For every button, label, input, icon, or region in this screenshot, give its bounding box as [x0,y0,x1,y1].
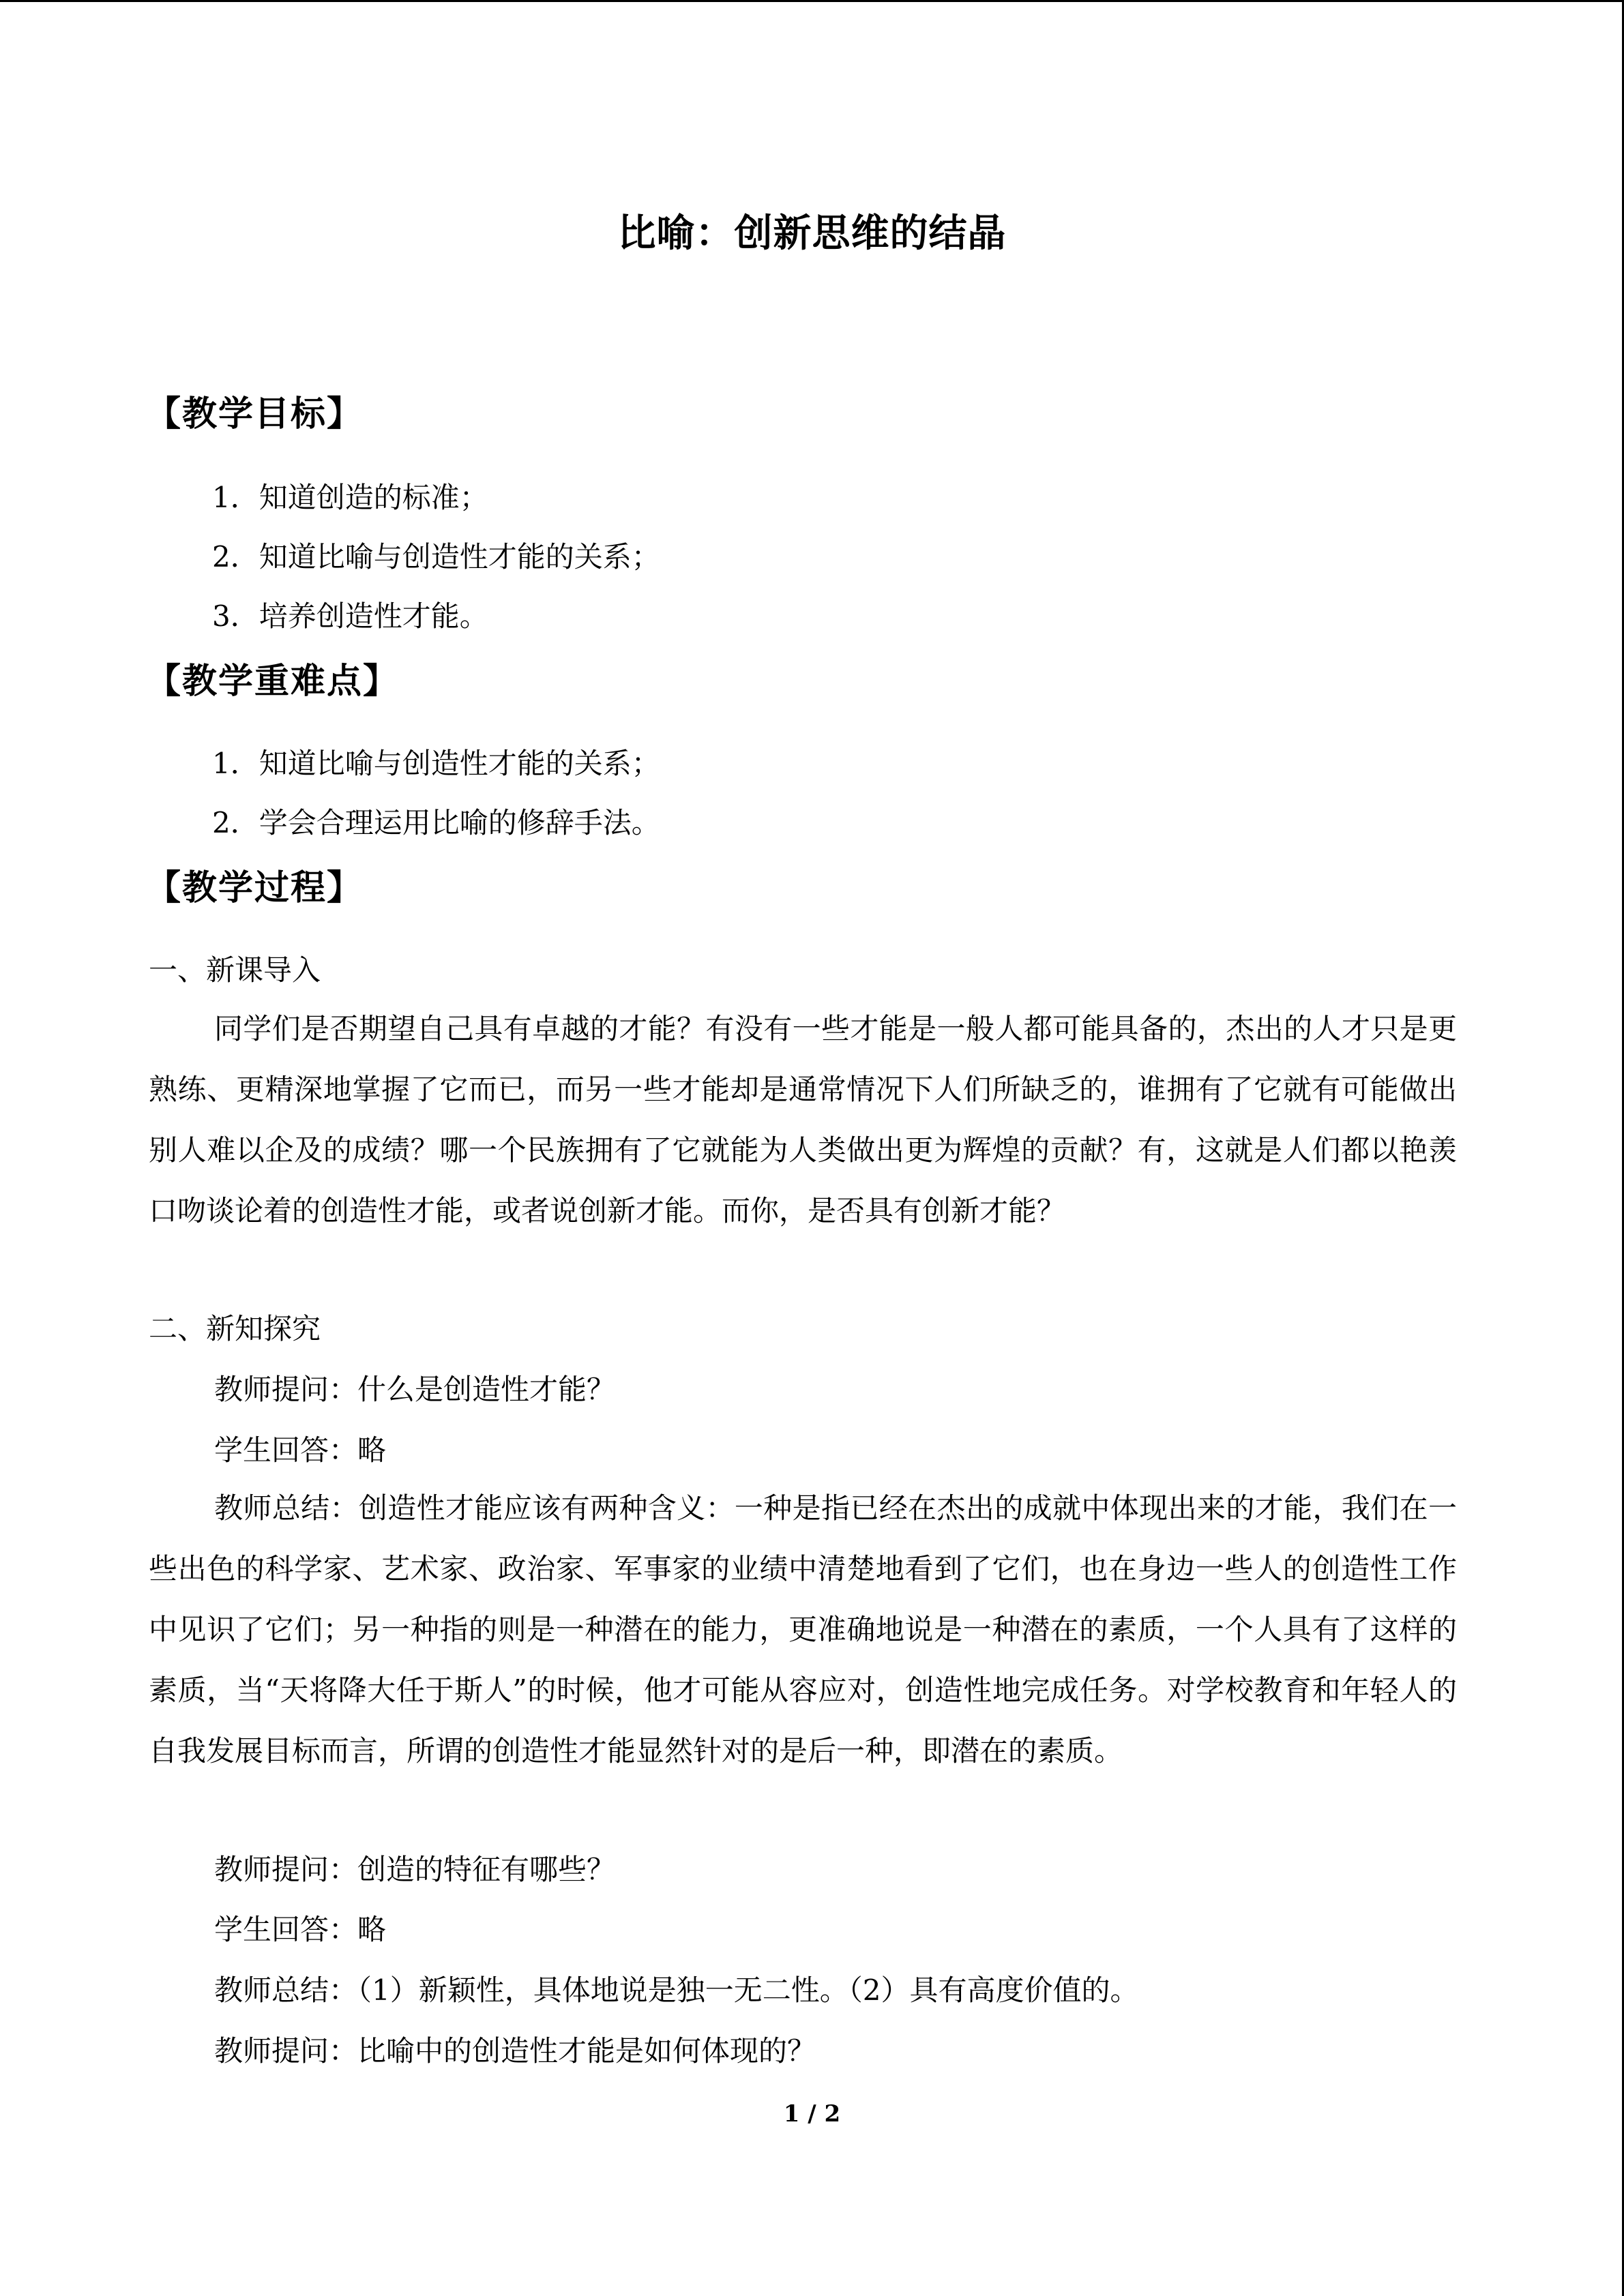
page-number: 1 / 2 [783,2100,841,2128]
intro-paragraph: 同学们是否期望自己具有卓越的才能？有没有一些才能是一般人都可能具备的，杰出的人才只是更熟练、更精深地掌握了它而已，而另一些才能却是通常情况下人们所缺乏的，谁拥有了它就有可能做出别人难以企及的成绩？哪一个民族拥有了它就能为人类做出更为辉煌的贡献？有，这就是人们都以艳羡口吻谈论着的创造性才能，或者说创新才能。而你，是否具有创新才能？ [149,1012,1457,1227]
student-answer-1: 学生回答：略 [214,1433,387,1467]
part2-title: 二、新知探究 [149,1312,321,1345]
teacher-question-1: 教师提问：什么是创造性才能？ [214,1373,616,1406]
heading-objectives: 【教学目标】 [146,394,364,434]
objective-item-1: 1．知道创造的标准； [212,481,488,514]
teacher-summary-1: 教师总结：创造性才能应该有两种含义：一种是指已经在杰出的成就中体现出来的才能，我们在一些出色的科学家、艺术家、政治家、军事家的业绩中清楚地看到了它们，也在身边一些人的创造性工作中见识了它们；另一种指的则是一种潜在的能力，更准确地说是一种潜在的素质，一个人具有了这样的素质，当“天将降大任于斯人”的时候，他才可能从容应对，创造性地完成任务。对学校教育和年轻人的自我发展目标而言，所谓的创造性才能显然针对的是后一种，即潜在的素质。 [149,1491,1457,1768]
teacher-summary-2: 教师总结：（1）新颖性，具体地说是独一无二性。（2）具有高度价值的。 [214,1973,1139,2007]
teacher-question-3: 教师提问：比喻中的创造性才能是如何体现的？ [214,2034,816,2068]
heading-process: 【教学过程】 [146,868,364,908]
objective-item-2: 2．知道比喻与创造性才能的关系； [212,540,660,573]
objective-item-3: 3．培养创造性才能。 [212,599,488,633]
student-answer-2: 学生回答：略 [214,1913,387,1946]
heading-key-points: 【教学重难点】 [146,661,400,702]
key-point-item-2: 2．学会合理运用比喻的修辞手法。 [212,806,660,839]
part1-title: 一、新课导入 [149,953,321,987]
teacher-question-2: 教师提问：创造的特征有哪些？ [214,1853,616,1886]
document-title: 比喻：创新思维的结晶 [617,211,1007,256]
key-point-item-1: 1．知道比喻与创造性才能的关系； [212,747,660,780]
